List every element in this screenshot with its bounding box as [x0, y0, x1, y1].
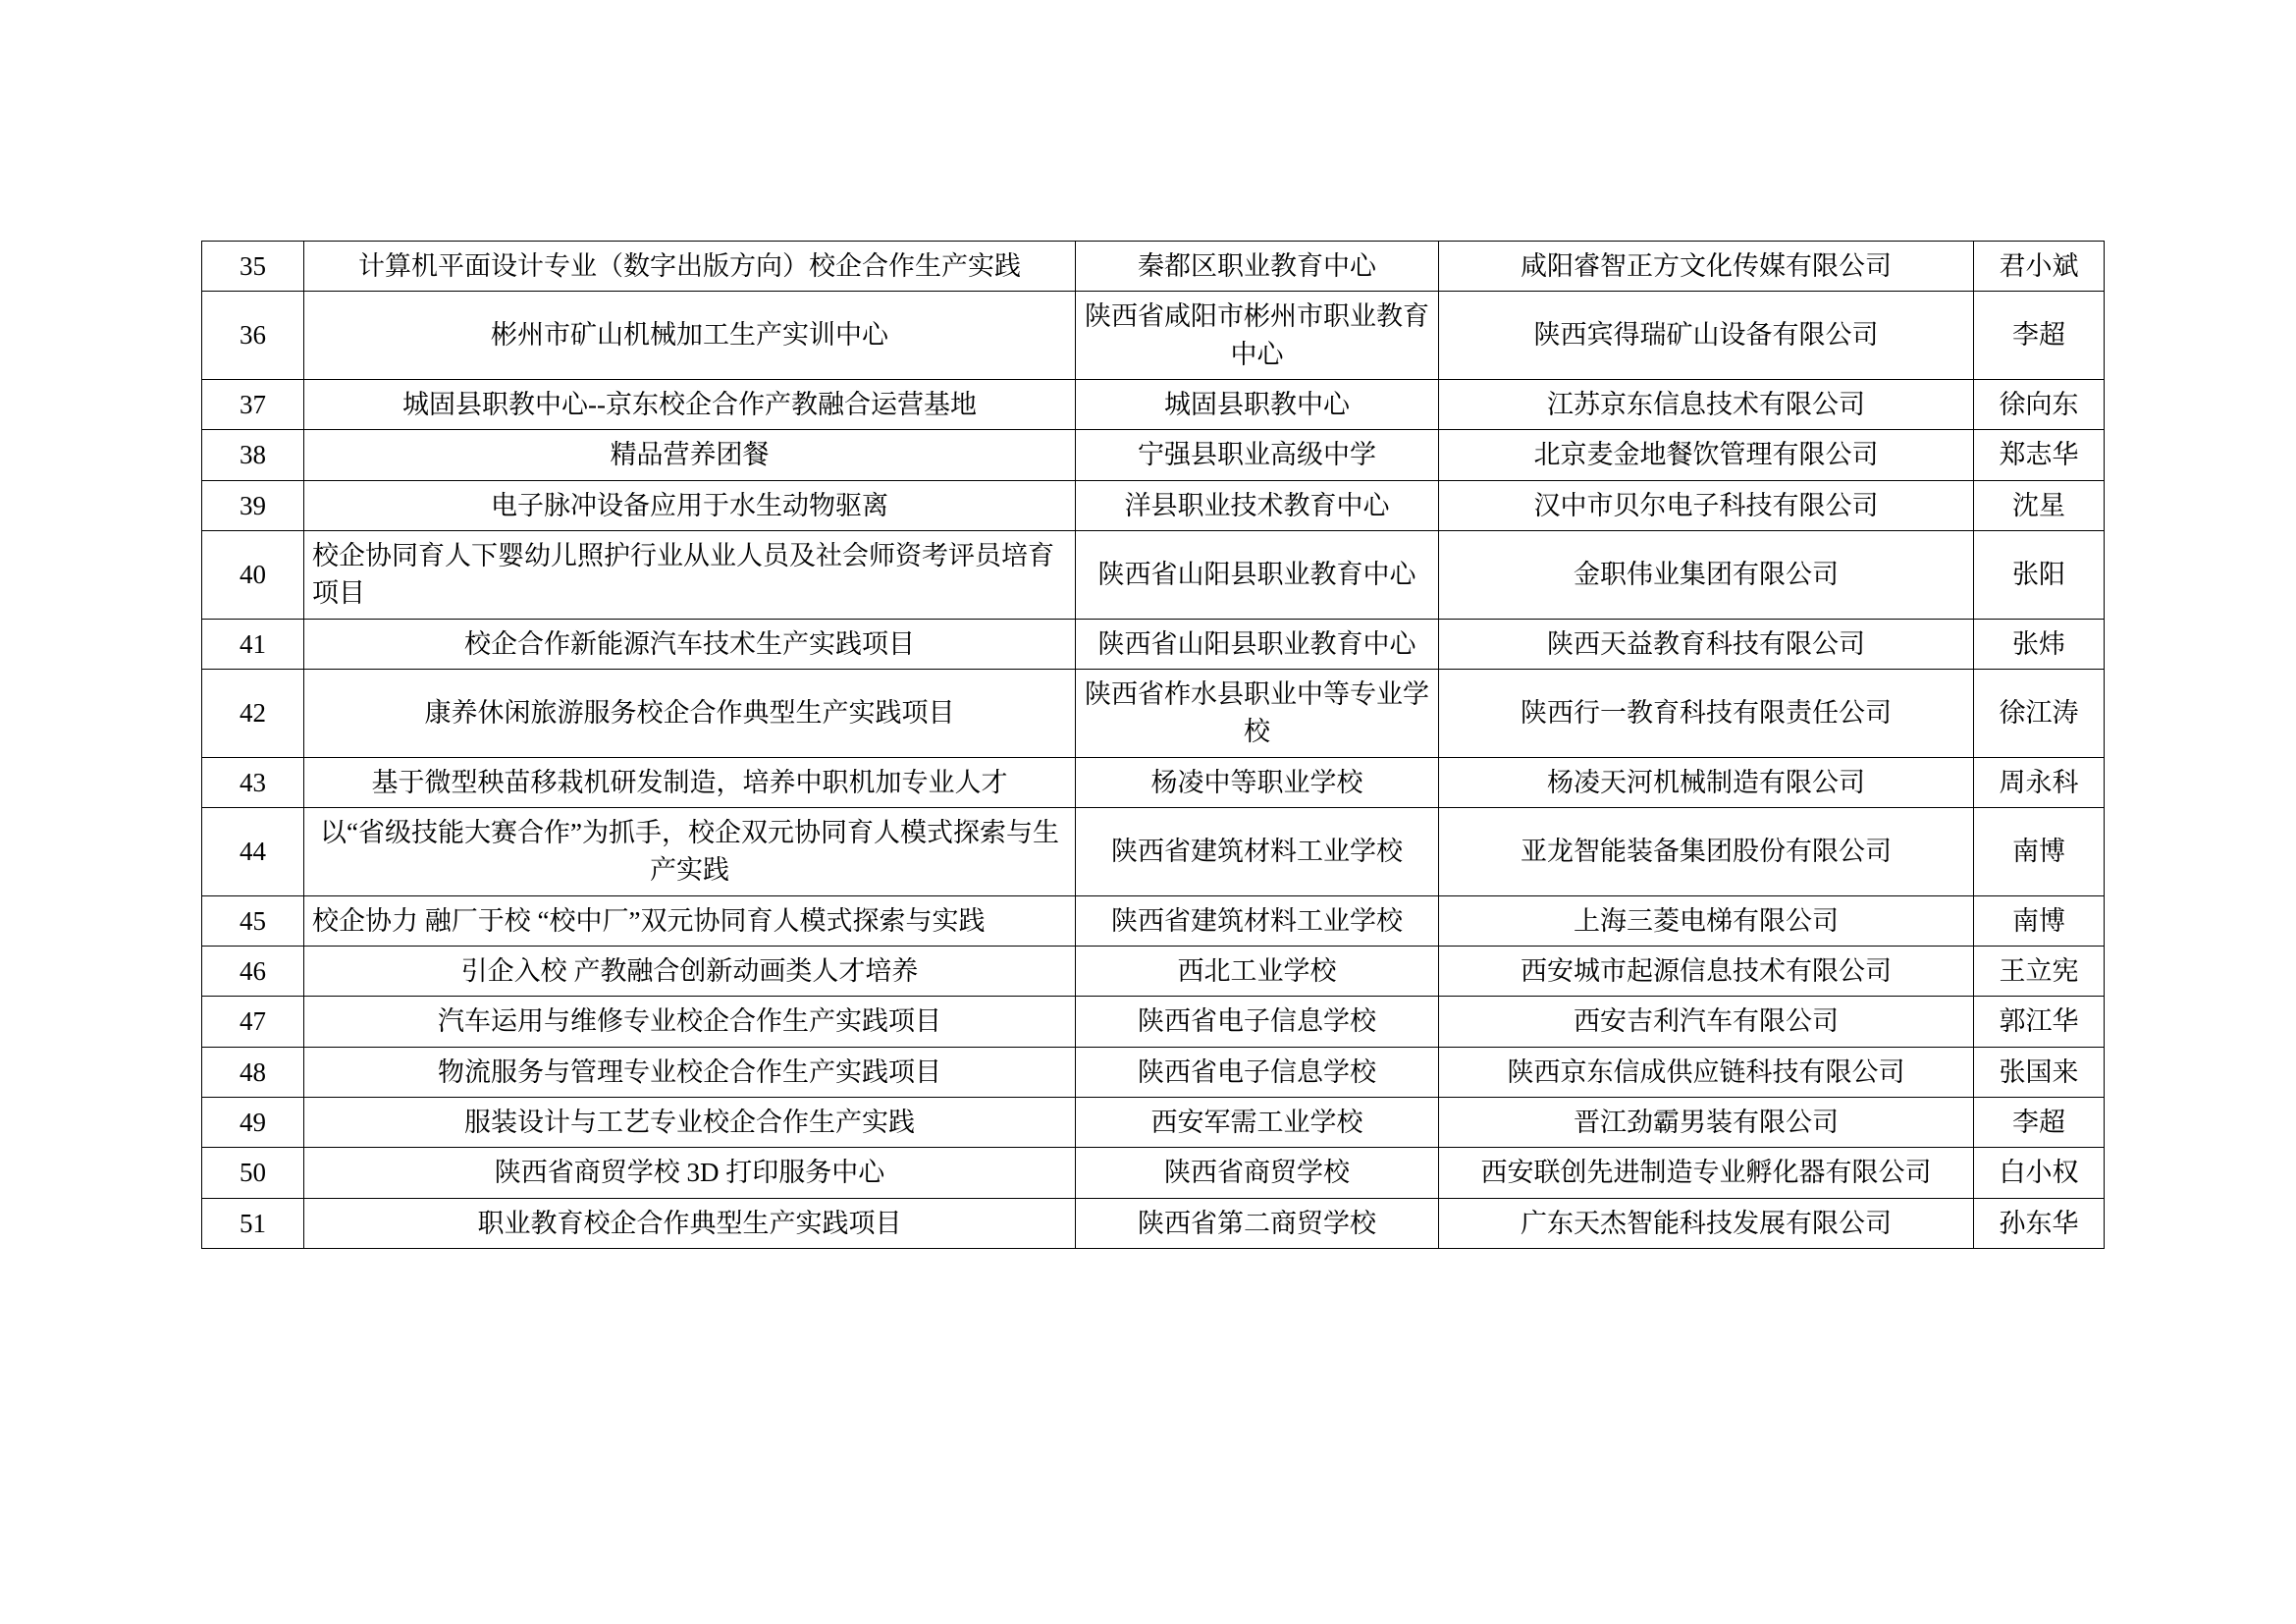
cell-index: 39	[202, 480, 304, 530]
project-list-table	[201, 241, 2105, 1249]
cell-company-name: 北京麦金地餐饮管理有限公司	[1439, 430, 1974, 480]
cell-company-name: 汉中市贝尔电子科技有限公司	[1439, 480, 1974, 530]
cell-company-name: 陕西宾得瑞矿山设备有限公司	[1439, 292, 1974, 380]
cell-project-name: 电子脉冲设备应用于水生动物驱离	[304, 480, 1076, 530]
cell-project-name: 引企入校 产教融合创新动画类人才培养	[304, 946, 1076, 996]
cell-project-name: 校企协力 融厂于校 “校中厂”双元协同育人模式探索与实践	[304, 895, 1076, 946]
cell-school-name: 陕西省建筑材料工业学校	[1076, 807, 1439, 895]
cell-company-name: 金职伟业集团有限公司	[1439, 530, 1974, 619]
cell-person-name: 张炜	[1974, 619, 2105, 669]
cell-project-name: 陕西省商贸学校 3D 打印服务中心	[304, 1148, 1076, 1198]
cell-school-name: 陕西省山阳县职业教育中心	[1076, 619, 1439, 669]
table-row	[202, 619, 2105, 669]
cell-project-name: 职业教育校企合作典型生产实践项目	[304, 1198, 1076, 1248]
cell-index: 49	[202, 1097, 304, 1147]
cell-project-name: 以“省级技能大赛合作”为抓手，校企双元协同育人模式探索与生产实践	[304, 807, 1076, 895]
cell-school-name: 陕西省咸阳市彬州市职业教育中心	[1076, 292, 1439, 380]
cell-company-name: 西安联创先进制造专业孵化器有限公司	[1439, 1148, 1974, 1198]
cell-index: 43	[202, 757, 304, 807]
cell-person-name: 张阳	[1974, 530, 2105, 619]
table-row	[202, 480, 2105, 530]
cell-company-name: 亚龙智能装备集团股份有限公司	[1439, 807, 1974, 895]
cell-company-name: 陕西行一教育科技有限责任公司	[1439, 669, 1974, 757]
cell-index: 45	[202, 895, 304, 946]
cell-person-name: 李超	[1974, 292, 2105, 380]
cell-school-name: 陕西省电子信息学校	[1076, 997, 1439, 1047]
cell-school-name: 宁强县职业高级中学	[1076, 430, 1439, 480]
cell-index: 35	[202, 242, 304, 292]
cell-person-name: 沈星	[1974, 480, 2105, 530]
cell-company-name: 晋江劲霸男装有限公司	[1439, 1097, 1974, 1147]
cell-school-name: 西北工业学校	[1076, 946, 1439, 996]
cell-project-name: 城固县职教中心--京东校企合作产教融合运营基地	[304, 379, 1076, 429]
cell-index: 40	[202, 530, 304, 619]
cell-person-name: 白小权	[1974, 1148, 2105, 1198]
cell-company-name: 上海三菱电梯有限公司	[1439, 895, 1974, 946]
cell-company-name: 江苏京东信息技术有限公司	[1439, 379, 1974, 429]
table-row	[202, 530, 2105, 619]
cell-company-name: 咸阳睿智正方文化传媒有限公司	[1439, 242, 1974, 292]
table-row	[202, 292, 2105, 380]
cell-project-name: 康养休闲旅游服务校企合作典型生产实践项目	[304, 669, 1076, 757]
cell-index: 38	[202, 430, 304, 480]
table-row	[202, 1097, 2105, 1147]
cell-company-name: 广东天杰智能科技发展有限公司	[1439, 1198, 1974, 1248]
cell-project-name: 校企协同育人下婴幼儿照护行业从业人员及社会师资考评员培育项目	[304, 530, 1076, 619]
cell-project-name: 物流服务与管理专业校企合作生产实践项目	[304, 1047, 1076, 1097]
table-row	[202, 379, 2105, 429]
cell-school-name: 陕西省柞水县职业中等专业学校	[1076, 669, 1439, 757]
cell-project-name: 精品营养团餐	[304, 430, 1076, 480]
table-row	[202, 1198, 2105, 1248]
cell-index: 41	[202, 619, 304, 669]
cell-school-name: 陕西省电子信息学校	[1076, 1047, 1439, 1097]
table-row	[202, 997, 2105, 1047]
cell-index: 36	[202, 292, 304, 380]
cell-index: 47	[202, 997, 304, 1047]
cell-index: 50	[202, 1148, 304, 1198]
cell-person-name: 郑志华	[1974, 430, 2105, 480]
table-row	[202, 1148, 2105, 1198]
cell-index: 44	[202, 807, 304, 895]
table-row	[202, 669, 2105, 757]
table-row	[202, 242, 2105, 292]
cell-project-name: 校企合作新能源汽车技术生产实践项目	[304, 619, 1076, 669]
cell-school-name: 陕西省商贸学校	[1076, 1148, 1439, 1198]
cell-person-name: 周永科	[1974, 757, 2105, 807]
cell-project-name: 彬州市矿山机械加工生产实训中心	[304, 292, 1076, 380]
cell-school-name: 陕西省第二商贸学校	[1076, 1198, 1439, 1248]
cell-index: 51	[202, 1198, 304, 1248]
table-row	[202, 895, 2105, 946]
cell-company-name: 陕西京东信成供应链科技有限公司	[1439, 1047, 1974, 1097]
cell-school-name: 城固县职教中心	[1076, 379, 1439, 429]
cell-school-name: 洋县职业技术教育中心	[1076, 480, 1439, 530]
cell-person-name: 徐江涛	[1974, 669, 2105, 757]
cell-index: 48	[202, 1047, 304, 1097]
cell-person-name: 徐向东	[1974, 379, 2105, 429]
cell-company-name: 西安吉利汽车有限公司	[1439, 997, 1974, 1047]
cell-project-name: 服装设计与工艺专业校企合作生产实践	[304, 1097, 1076, 1147]
cell-person-name: 君小斌	[1974, 242, 2105, 292]
table-row	[202, 757, 2105, 807]
cell-person-name: 郭江华	[1974, 997, 2105, 1047]
table-row	[202, 807, 2105, 895]
table-row	[202, 1047, 2105, 1097]
table-body	[202, 242, 2105, 1249]
cell-project-name: 基于微型秧苗移栽机研发制造，培养中职机加专业人才	[304, 757, 1076, 807]
cell-company-name: 杨凌天河机械制造有限公司	[1439, 757, 1974, 807]
cell-person-name: 张国来	[1974, 1047, 2105, 1097]
cell-person-name: 南博	[1974, 895, 2105, 946]
cell-school-name: 秦都区职业教育中心	[1076, 242, 1439, 292]
cell-school-name: 杨凌中等职业学校	[1076, 757, 1439, 807]
cell-company-name: 陕西天益教育科技有限公司	[1439, 619, 1974, 669]
project-list-table-container	[201, 241, 2104, 1249]
table-row	[202, 946, 2105, 996]
cell-company-name: 西安城市起源信息技术有限公司	[1439, 946, 1974, 996]
table-row	[202, 430, 2105, 480]
cell-school-name: 陕西省建筑材料工业学校	[1076, 895, 1439, 946]
cell-project-name: 计算机平面设计专业（数字出版方向）校企合作生产实践	[304, 242, 1076, 292]
cell-person-name: 孙东华	[1974, 1198, 2105, 1248]
cell-school-name: 西安军需工业学校	[1076, 1097, 1439, 1147]
cell-person-name: 李超	[1974, 1097, 2105, 1147]
cell-person-name: 南博	[1974, 807, 2105, 895]
cell-school-name: 陕西省山阳县职业教育中心	[1076, 530, 1439, 619]
cell-person-name: 王立宪	[1974, 946, 2105, 996]
cell-project-name: 汽车运用与维修专业校企合作生产实践项目	[304, 997, 1076, 1047]
cell-index: 42	[202, 669, 304, 757]
cell-index: 37	[202, 379, 304, 429]
cell-index: 46	[202, 946, 304, 996]
